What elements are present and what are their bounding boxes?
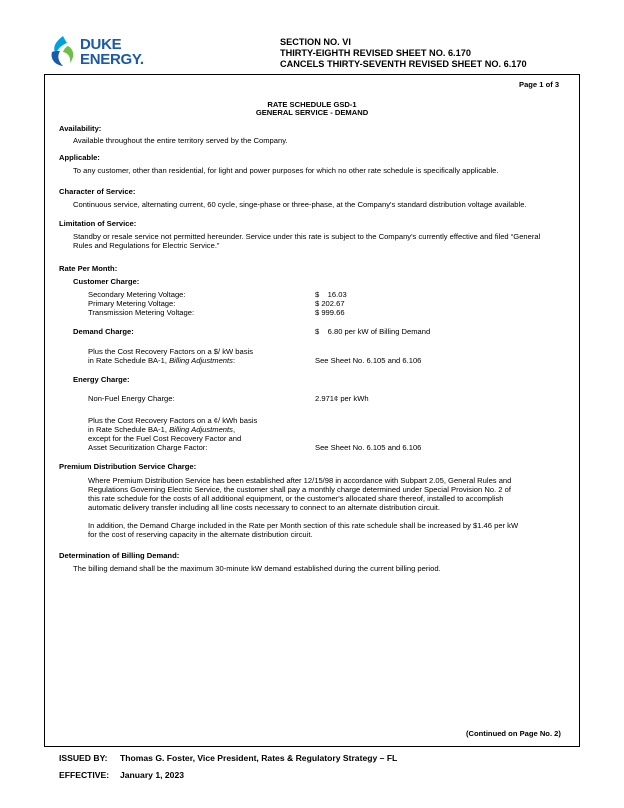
demand-plus-value: See Sheet No. 6.105 and 6.106 [315, 356, 422, 365]
energy-plus-value: See Sheet No. 6.105 and 6.106 [315, 443, 422, 452]
energy-plus-line3: except for the Fuel Cost Recovery Factor and [88, 434, 242, 443]
duke-energy-flame-icon [46, 34, 80, 68]
energy-plus-line2: in Rate Schedule BA-1, Billing Adjustments, [88, 425, 236, 434]
billing-demand-heading: Determination of Billing Demand: [59, 551, 180, 560]
secondary-voltage-label: Secondary Metering Voltage: [88, 290, 186, 299]
page-number: Page 1 of 3 [519, 80, 560, 89]
issued-by-value: Thomas G. Foster, Vice President, Rates & Regulatory Strategy – FL [120, 753, 398, 763]
secondary-voltage-value: $ 16.03 [315, 290, 347, 299]
duke-energy-logo [46, 34, 156, 70]
availability-heading: Availability: [59, 124, 102, 133]
demand-charge-heading: Demand Charge: [73, 327, 134, 336]
limitation-text-line1: Standby or resale service not permitted hereunder. Service under this rate is subject to the Company's currently effective and filed “General [73, 232, 541, 241]
premium-p1-line4: automatic delivery transfer including all line costs necessary to connect to an alternate distribution circuit. [88, 503, 441, 512]
demand-plus-line2: in Rate Schedule BA-1, Billing Adjustments: [88, 356, 236, 365]
logo-energy-text: ENERGY. [80, 51, 144, 68]
transmission-voltage-value: $ 999.66 [315, 308, 345, 317]
effective-label: EFFECTIVE: [59, 770, 110, 780]
transmission-voltage-label: Transmission Metering Voltage: [88, 308, 195, 317]
demand-charge-value: $ 6.80 per kW of Billing Demand [315, 327, 431, 336]
premium-p1-line3: this rate schedule for the costs of all additional equipment, or the customer's allocated share thereof, installed to accomplish [88, 494, 504, 503]
limitation-text-line2: Rules and Regulations for Electric Service.” [73, 241, 220, 250]
applicable-heading: Applicable: [59, 153, 100, 162]
continued-note: (Continued on Page No. 2) [466, 729, 561, 738]
logo-duke-text: DUKE [80, 36, 122, 53]
nonfuel-label: Non-Fuel Energy Charge: [88, 394, 175, 403]
schedule-title: RATE SCHEDULE GSD-1 [267, 100, 357, 109]
premium-heading: Premium Distribution Service Charge: [59, 462, 197, 471]
premium-p2-line1: In addition, the Demand Charge included in the Rate per Month section of this rate schedule shall be increased by $1.46 per kW [88, 521, 519, 530]
revised-sheet: THIRTY-EIGHTH REVISED SHEET NO. 6.170 [280, 48, 471, 58]
rate-heading: Rate Per Month: [59, 264, 118, 273]
premium-p1-line2: Regulations Governing Electric Service, the customer shall pay a monthly charge determined under Special Provision No. 2 of [88, 485, 511, 494]
premium-p2-line2: for the cost of reserving capacity in the alternate distribution circuit. [88, 530, 313, 539]
premium-p1-line1: Where Premium Distribution Service has been established after 12/15/98 in accordance with Subpart 2.05, General Rules and [88, 476, 512, 485]
availability-text: Available throughout the entire territory served by the Company. [73, 136, 288, 145]
energy-charge-heading: Energy Charge: [73, 375, 130, 384]
cancels-sheet: CANCELS THIRTY-SEVENTH REVISED SHEET NO. 6.170 [280, 59, 527, 69]
energy-plus-line1: Plus the Cost Recovery Factors on a ¢/ kWh basis [88, 416, 258, 425]
primary-voltage-label: Primary Metering Voltage: [88, 299, 176, 308]
section-number: SECTION NO. VI [280, 37, 351, 47]
issued-by-label: ISSUED BY: [59, 753, 108, 763]
effective-value: January 1, 2023 [120, 770, 185, 780]
character-text: Continuous service, alternating current, 60 cycle, singe-phase or three-phase, at the Company's standard distribution voltage available. [73, 200, 527, 209]
applicable-text: To any customer, other than residential, for light and power purposes for which no other rate schedule is specifically applicable. [73, 166, 499, 175]
billing-demand-text: The billing demand shall be the maximum 30-minute kW demand established during the current billing period. [73, 564, 441, 573]
customer-charge-heading: Customer Charge: [73, 277, 140, 286]
primary-voltage-value: $ 202.67 [315, 299, 345, 308]
demand-plus-line1: Plus the Cost Recovery Factors on a $/ kW basis [88, 347, 254, 356]
energy-plus-line4: Asset Securitization Charge Factor: [88, 443, 208, 452]
schedule-subtitle: GENERAL SERVICE - DEMAND [255, 108, 369, 117]
nonfuel-value: 2.971¢ per kWh [315, 394, 369, 403]
character-heading: Character of Service: [59, 187, 136, 196]
limitation-heading: Limitation of Service: [59, 219, 137, 228]
